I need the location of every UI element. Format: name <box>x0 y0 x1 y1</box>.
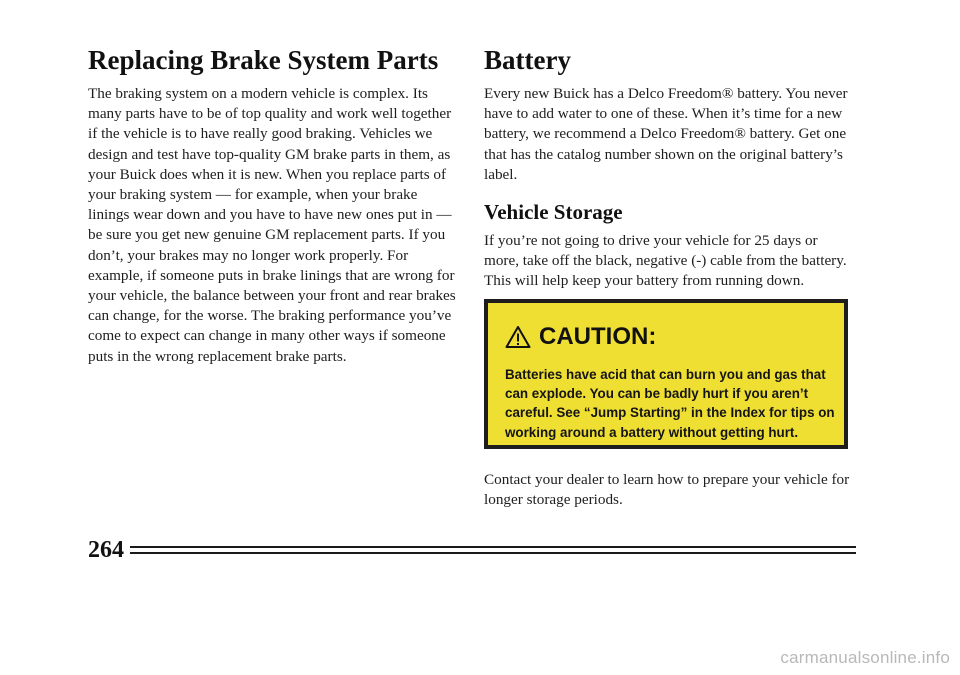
caution-header <box>505 323 656 351</box>
section-heading-brake-parts: Replacing Brake System Parts <box>88 45 439 75</box>
section-heading-battery: Battery <box>484 45 571 75</box>
subheading-vehicle-storage: Vehicle Storage <box>484 200 623 225</box>
watermark: carmanualsonline.info <box>780 648 950 667</box>
warning-triangle-icon <box>505 325 531 349</box>
right-column <box>484 44 856 292</box>
storage-paragraph: If you’re not going to drive your vehicle for 25 days or more, take off the black, negative (-) cable from the battery. This will help keep your battery from running down. <box>484 232 847 290</box>
caution-label: CAUTION: <box>539 323 657 350</box>
footer-rule-line-bottom <box>130 552 856 554</box>
footer-rule <box>130 546 856 554</box>
caution-text: Batteries have acid that can burn you and gas that can explode. You can be badly hurt if you aren’t careful. See “Jump Starting” in the Index for tips on working around a battery without getting hurt. <box>505 367 835 440</box>
after-caution-block <box>484 470 856 510</box>
brake-parts-paragraph: The braking system on a modern vehicle is complex. Its many parts have to be of top quality and work well together if the vehicle is to have really good braking. Vehicles we design and test have top-quality GM brake parts in them, as your Buick does when it is new. When you replace parts of your braking system — for example, when your brake linings wear down and you have to have new ones put in — be sure you get new genuine GM replacement parts. If you don’t, your brakes may no longer work properly. For example, if someone puts in brake linings that are wrong for your vehicle, the balance between your front and rear brakes can change, for the worse. The braking performance you’ve come to expect can change in many other ways if someone puts in the wrong replacement brake parts. <box>88 85 456 365</box>
footer-rule-line-top <box>130 546 856 548</box>
closing-paragraph: Contact your dealer to learn how to prepare your vehicle for longer storage periods. <box>484 471 850 509</box>
left-column <box>88 44 458 367</box>
page-number: 264 <box>88 537 124 563</box>
page-footer <box>88 537 856 563</box>
caution-box <box>484 299 848 449</box>
battery-paragraph: Every new Buick has a Delco Freedom® battery. You never have to add water to one of these. When it’s time for a new battery, we recommend a Delco Freedom® battery. Get one that has the catalog number shown on the original battery’s label. <box>484 85 848 183</box>
